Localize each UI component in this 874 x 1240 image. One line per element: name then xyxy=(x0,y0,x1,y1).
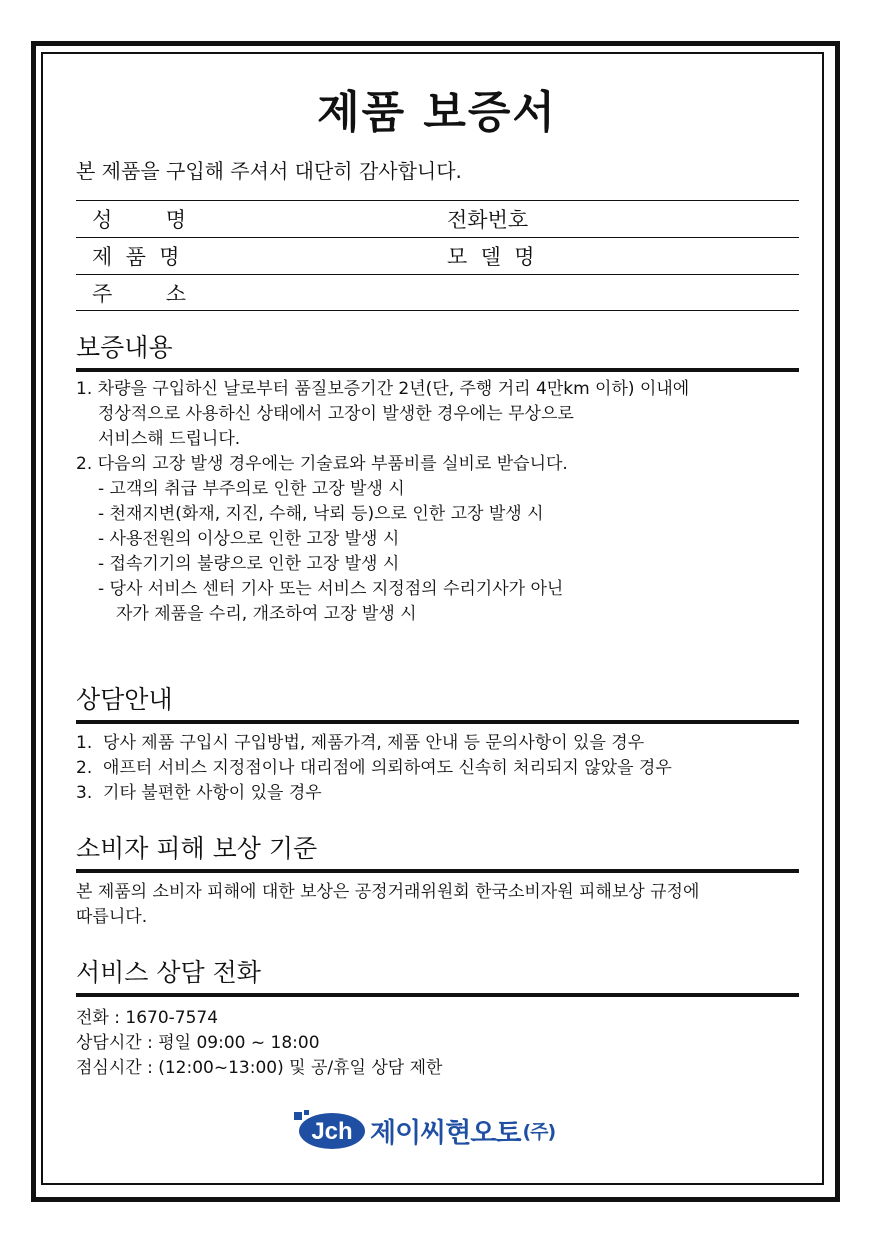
logo-badge-text: Jch xyxy=(311,1118,353,1145)
info-row-name xyxy=(76,200,799,237)
company-logo xyxy=(292,1106,555,1154)
consult-line: 1. 당사 제품 구입시 구입방법, 제품가격, 제품 안내 등 문의사항이 있을 경우 xyxy=(76,733,645,753)
warranty-line: - 고객의 취급 부주의로 인한 고장 발생 시 xyxy=(98,479,405,499)
thanks-message: 본 제품을 구입해 주셔서 대단히 감사합니다. xyxy=(76,159,462,183)
lunch-hours-line: 점심시간 : (12:00~13:00) 및 공/휴일 상담 제한 xyxy=(76,1058,443,1078)
consult-heading: 상담안내 xyxy=(76,685,173,714)
company-suffix: (주) xyxy=(522,1120,556,1143)
consult-line: 2. 애프터 서비스 지정점이나 대리점에 의뢰하여도 신속히 처리되지 않았을 경우 xyxy=(76,758,672,778)
warranty-line: - 사용전원의 이상으로 인한 고장 발생 시 xyxy=(98,529,400,549)
warranty-line: - 당사 서비스 센터 기사 또는 서비스 지정점의 수리기사가 아닌 xyxy=(98,579,564,599)
phone-label: 전화번호 xyxy=(447,208,529,232)
warranty-line: 자가 제품을 수리, 개조하여 고장 발생 시 xyxy=(116,604,417,624)
model-name-label: 모 델 명 xyxy=(447,245,535,269)
consult-line: 3. 기타 불편한 사항이 있을 경우 xyxy=(76,783,322,803)
compensation-line: 본 제품의 소비자 피해에 대한 보상은 공정거래위원회 한국소비자원 피해보상 규정에 xyxy=(76,882,700,902)
consult-hours-line: 상담시간 : 평일 09:00 ~ 18:00 xyxy=(76,1033,320,1053)
phone-number-line: 전화 : 1670-7574 xyxy=(76,1008,219,1028)
address-label: 주 소 xyxy=(92,281,186,306)
name-label: 성 명 xyxy=(92,208,186,232)
warranty-line: 1. 차량을 구입하신 날로부터 품질보증기간 2년(단, 주행 거리 4만km 이하) 이내에 xyxy=(76,379,690,399)
warranty-line: 정상적으로 사용하신 상태에서 고장이 발생한 경우에는 무상으로 xyxy=(98,404,574,424)
warranty-rule xyxy=(76,368,799,372)
info-row-product xyxy=(76,237,799,274)
customer-info-table xyxy=(76,200,799,311)
warranty-line: 서비스해 드립니다. xyxy=(98,429,241,449)
service-call-heading: 서비스 상담 전화 xyxy=(76,958,261,987)
warranty-heading: 보증내용 xyxy=(76,333,173,362)
service-call-content xyxy=(76,1006,442,1081)
warranty-line: 2. 다음의 고장 발생 경우에는 기술료와 부품비를 실비로 받습니다. xyxy=(76,454,568,474)
compensation-heading: 소비자 피해 보상 기준 xyxy=(76,834,318,863)
info-row-address xyxy=(76,274,799,311)
consult-rule xyxy=(76,720,799,724)
consult-content xyxy=(76,731,672,806)
compensation-rule xyxy=(76,869,799,873)
warranty-content xyxy=(76,377,689,627)
compensation-content xyxy=(76,880,699,930)
compensation-line: 따릅니다. xyxy=(76,907,148,927)
document-title: 제품 보증서 xyxy=(317,87,557,138)
jch-logo-badge xyxy=(292,1108,368,1152)
product-name-label: 제 품 명 xyxy=(92,245,180,269)
warranty-line: - 천재지변(화재, 지진, 수해, 낙뢰 등)으로 인한 고장 발생 시 xyxy=(98,504,544,524)
warranty-line: - 접속기기의 불량으로 인한 고장 발생 시 xyxy=(98,554,400,574)
company-name: 제이씨현오토 xyxy=(370,1117,521,1149)
service-call-rule xyxy=(76,993,799,997)
